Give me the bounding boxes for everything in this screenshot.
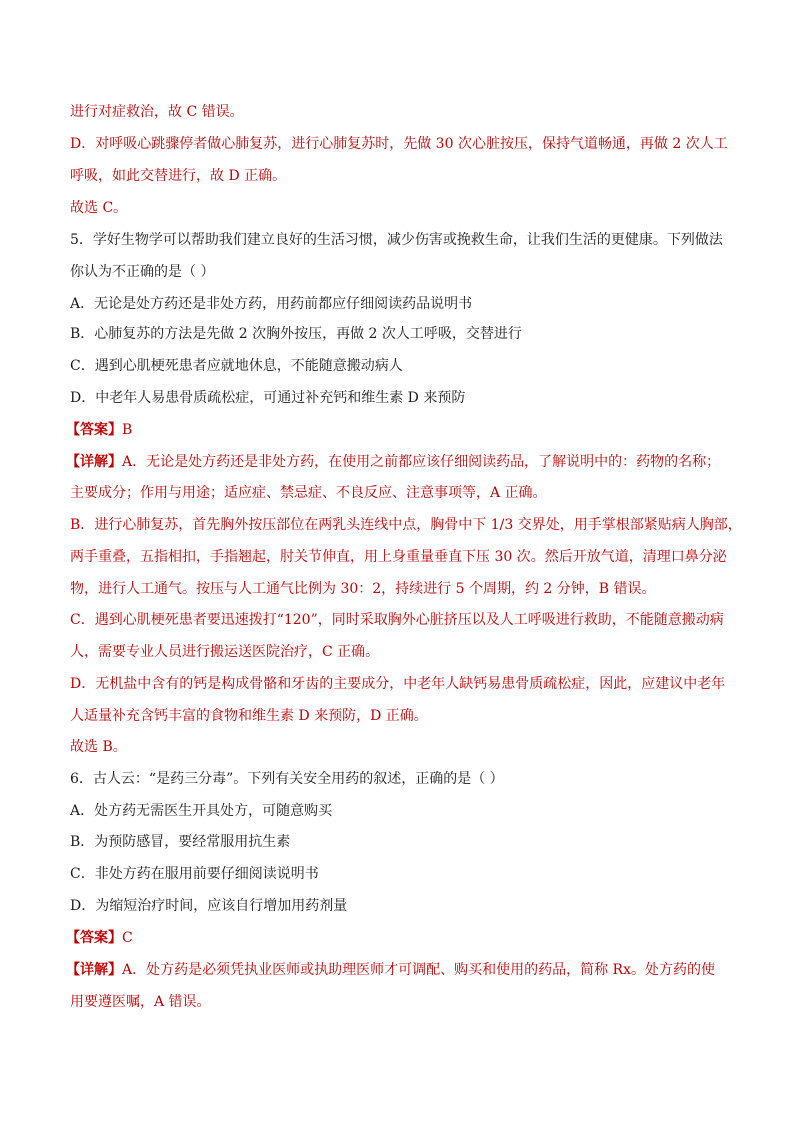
detail-text: A．无论是处方药还是非处方药，在使用之前都应该仔细阅读药品，了解说明中的：药物的名称； (122, 454, 721, 470)
question-6-stem: 6．古人云：“是药三分毒”。下列有关安全用药的叙述，正确的是（ ） (70, 771, 504, 787)
question-6-option-a: A．处方药无需医生开具处方，可随意购买 (70, 803, 333, 819)
detail-line (66, 960, 726, 980)
text-line: 主要成分；作用与用途；适应症、禁忌症、不良反应、注意事项等，A 正确。 (70, 485, 547, 501)
text-line: 呼吸，如此交替进行，故 D 正确。 (70, 168, 287, 184)
question-5-stem: 你认为不正确的是（ ） (70, 264, 215, 280)
text-line: D．对呼吸心跳骤停者做心肺复苏，进行心肺复苏时，先做 30 次心脏按压，保持气道畅通，再做 2 次人工 (70, 136, 728, 152)
text-line: D．无机盐中含有的钙是构成骨骼和牙齿的主要成分，中老年人缺钙易患骨质疏松症，因此，应建议中老年 (70, 676, 726, 692)
detail-tag: 【详解】 (66, 454, 122, 470)
text-line: B．进行心肺复苏，首先胸外按压部位在两乳头连线中点，胸骨中下 1/3 交界处，用手掌根部紧贴病人胸部， (70, 517, 742, 533)
text-line: 用要遵医嘱，A 错误。 (70, 994, 211, 1010)
question-6-option-d: D．为缩短治疗时间，应该自行增加用药剂量 (70, 898, 348, 914)
answer-line (66, 928, 726, 948)
answer-value: C (122, 930, 133, 946)
detail-text: A．处方药是必须凭执业医师或执助理医师才可调配、购买和使用的药品，简称 Rx。处方药的使 (122, 962, 715, 978)
question-5-option-d: D．中老年人易患骨质疏松症，可通过补充钙和维生素 D 来预防 (70, 390, 466, 406)
question-5-option-c: C．遇到心肌梗死患者应就地休息，不能随意搬动病人 (70, 358, 403, 374)
question-5-option-b: B．心肺复苏的方法是先做 2 次胸外按压，再做 2 次人工呼吸，交替进行 (70, 326, 522, 342)
question-5-stem: 5．学好生物学可以帮助我们建立良好的生活习惯，减少伤害或挽救生命，让我们生活的更健康。下列做法 (70, 232, 723, 248)
text-line: 进行对症救治，故 C 错误。 (70, 104, 244, 120)
question-6-option-b: B．为预防感冒，要经常服用抗生素 (70, 834, 291, 850)
text-line: 故选 C。 (70, 200, 128, 216)
text-line: 人，需要专业人员进行搬运送医院治疗，C 正确。 (70, 644, 380, 660)
text-line: C．遇到心肌梗死患者要迅速拨打“120”，同时采取胸外心脏挤压以及人工呼吸进行救助，不能随意搬动病 (70, 612, 724, 628)
question-6-option-c: C．非处方药在服用前要仔细阅读说明书 (70, 866, 319, 882)
detail-line (66, 452, 726, 472)
answer-tag: 【答案】 (66, 930, 122, 946)
text-line: 人适量补充含钙丰富的食物和维生素 D 来预防，D 正确。 (70, 708, 428, 724)
text-line: 故选 B。 (70, 739, 127, 755)
answer-value: B (122, 422, 133, 438)
text-line: 物，进行人工通气。按压与人工通气比例为 30：2，持续进行 5 个周期，约 2 分钟，B 错误。 (70, 581, 656, 597)
answer-tag: 【答案】 (66, 422, 122, 438)
answer-line (66, 420, 726, 440)
text-line: 两手重叠，五指相扣，手指翘起，肘关节伸直，用上身重量垂直下压 30 次。然后开放气道，清理口鼻分泌 (70, 549, 727, 565)
detail-tag: 【详解】 (66, 962, 122, 978)
question-5-option-a: A．无论是处方药还是非处方药，用药前都应仔细阅读药品说明书 (70, 296, 473, 312)
